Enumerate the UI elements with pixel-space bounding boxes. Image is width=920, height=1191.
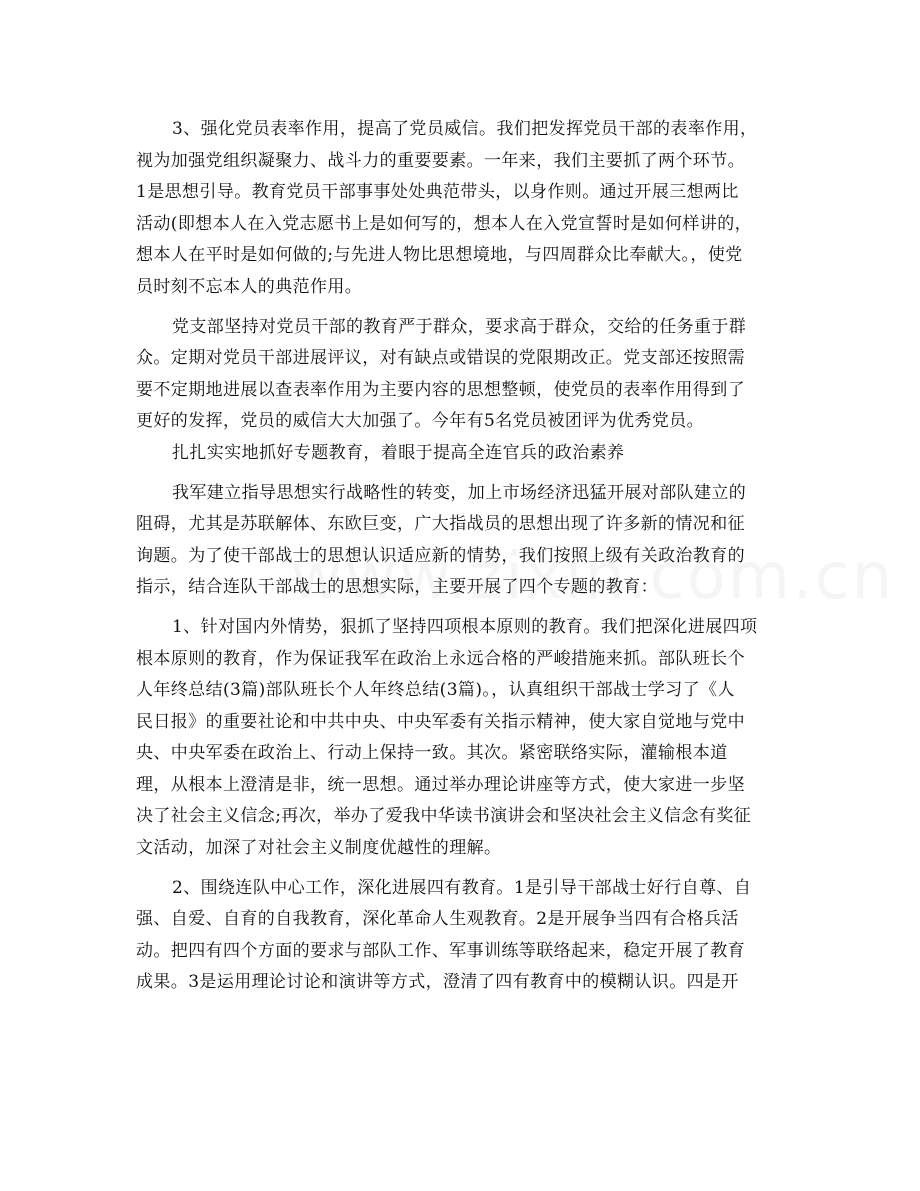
text-line: 决了社会主义信念;再次，举办了爱我中华读书演讲会和坚决社会主义信念有奖征 — [136, 806, 752, 827]
paragraph-party-branch — [136, 312, 776, 438]
text-line: 员时刻不忘本人的典范作用。 — [136, 276, 363, 297]
text-line: 询题。为了使干部战士的思想认识适应新的情势，我们按照上级有关政治教育的 — [136, 545, 745, 566]
text-line: 理，从根本上澄清是非，统一思想。通过举办理论讲座等方式，使大家进一步坚 — [136, 774, 745, 795]
text-line: 强、自爱、自育的自我教育，深化革命人生观教育。2是开展争当四有合格兵活 — [136, 909, 739, 930]
text-line: 党支部坚持对党员干部的教育严于群众，要求高于群众，交给的任务重于群 — [172, 316, 747, 337]
text-line: 扎扎实实地抓好专题教育，着眼于提高全连官兵的政治素养 — [172, 442, 625, 463]
text-line: 活动(即想本人在入党志愿书上是如何写的，想本人在入党宣誓时是如何样讲的， — [136, 213, 753, 234]
section-heading — [136, 438, 776, 470]
text-line: 1是思想引导。教育党员干部事事处处典范带头，以身作则。通过开展三想两比 — [136, 182, 739, 203]
text-line: 指示，结合连队干部战士的思想实际，主要开展了四个专题的教育： — [136, 577, 658, 598]
text-line: 我军建立指导思想实行战略性的转变，加上市场经济迅猛开展对部队建立的 — [172, 482, 747, 503]
text-line: 想本人在平时是如何做的;与先进人物比思想境地，与四周群众比奉献大。，使党 — [136, 245, 743, 266]
paragraph-four-principles — [136, 612, 776, 865]
text-line: 要不定期地进展以查表率作用为主要内容的思想整顿，使党员的表率作用得到了 — [136, 379, 745, 400]
text-line: 央、中央军委在政治上、行动上保持一致。其次。紧密联络实际，灌输根本道 — [136, 743, 728, 764]
paragraph-party-role-model — [136, 114, 776, 304]
paragraph-guiding-thought — [136, 478, 776, 604]
text-line: 1、针对国内外情势，狠抓了坚持四项根本原则的教育。我们把深化进展四项 — [172, 616, 758, 637]
text-line: 3、强化党员表率作用，提高了党员威信。我们把发挥党员干部的表率作用， — [172, 119, 758, 139]
text-line: 阻碍，尤其是苏联解体、东欧巨变，广大指战员的思想出现了许多新的情况和征 — [136, 514, 745, 535]
paragraph-four-haves — [136, 873, 776, 999]
text-line: 人年终总结(3篇)部队班长个人年终总结(3篇)。，认真组织干部战士学习了《人 — [136, 680, 735, 701]
text-line: 文活动，加深了对社会主义制度优越性的理解。 — [136, 838, 502, 859]
text-line: 2、围绕连队中心工作，深化进展四有教育。1是引导干部战士好行自尊、自 — [172, 877, 752, 898]
text-line: 众。定期对党员干部进展评议，对有缺点或错误的党限期改正。党支部还按照需 — [136, 348, 745, 369]
text-line: 根本原则的教育，作为保证我军在政治上永远合格的严峻措施来抓。部队班长个 — [136, 648, 745, 669]
text-line: 动。把四有四个方面的要求与部队工作、军事训练等联络起来，稳定开展了教育 — [136, 940, 745, 961]
text-line: 视为加强党组织凝聚力、战斗力的重要要素。一年来，我们主要抓了两个环节。 — [136, 150, 745, 171]
document-body — [136, 114, 776, 999]
text-line: 民日报》的重要社论和中共中央、中央军委有关指示精神，使大家自觉地与党中 — [136, 711, 745, 732]
text-line: 成果。3是运用理论讨论和演讲等方式，澄清了四有教育中的模糊认识。四是开 — [136, 972, 739, 993]
text-line: 更好的发挥，党员的威信大大加强了。今年有5名党员被团评为优秀党员。 — [136, 411, 705, 432]
